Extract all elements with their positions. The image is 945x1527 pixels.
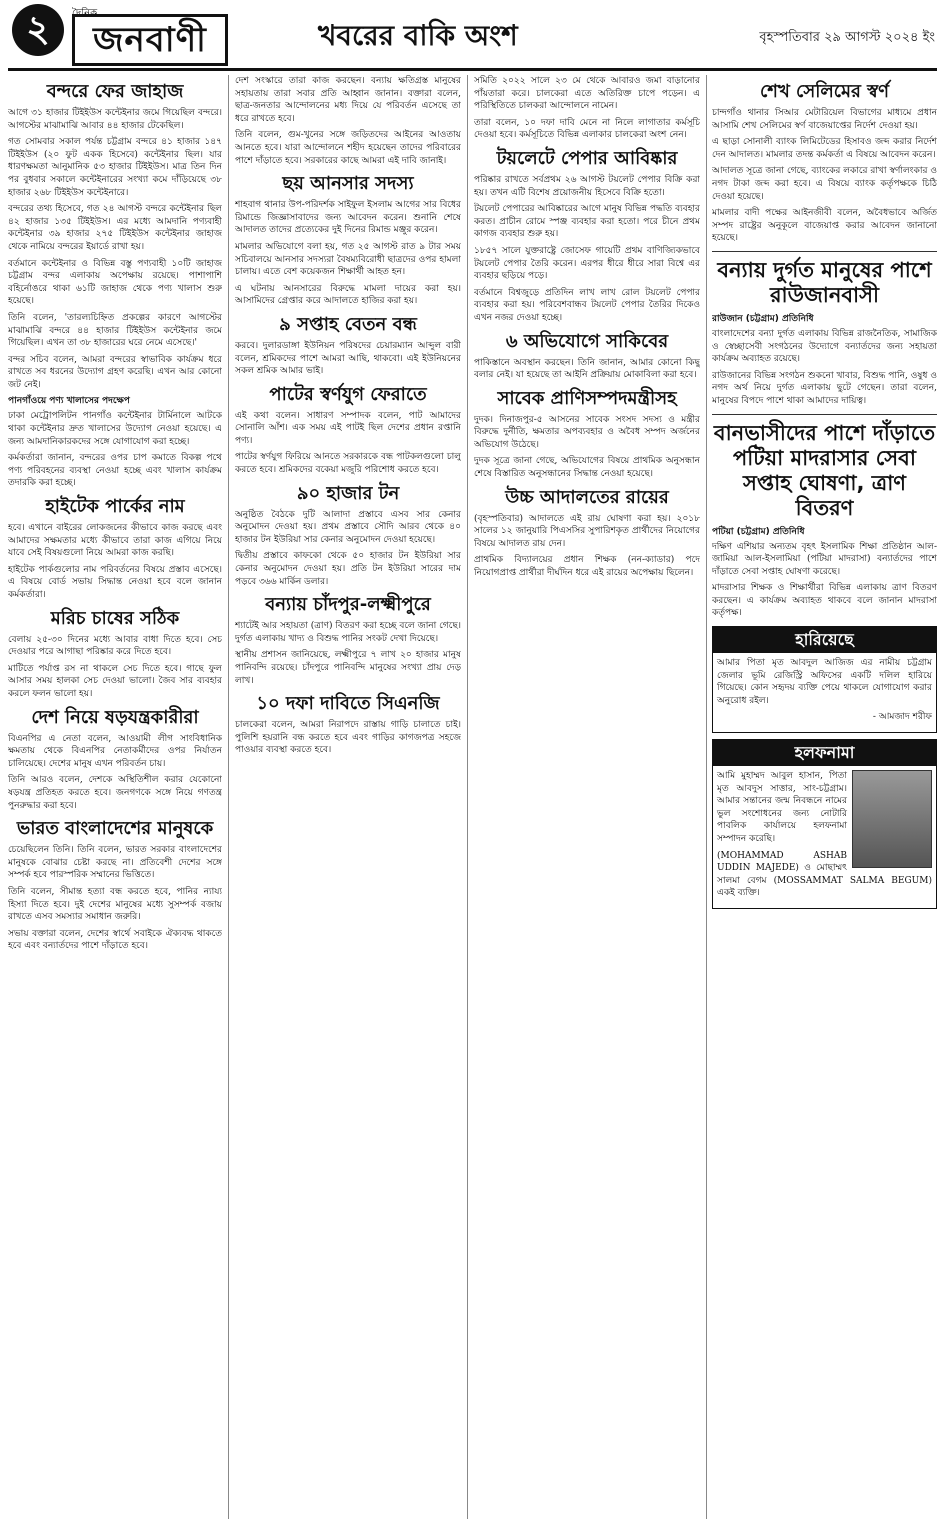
person-photo bbox=[852, 770, 932, 868]
paragraph: আগে ৩১ হাজার টিইইউস কন্টেইনার জমে গিয়েছিল বন্দরে। আগস্টের মাঝামাঝি আবার ৪৪ হাজার টেকেছিল। bbox=[8, 108, 222, 131]
headline-chili: মরিচ চাষের সঠিক bbox=[50, 607, 180, 629]
paragraph: সভায় বক্তারা বলেন, দেশের স্বার্থে সবাইকে ঐক্যবদ্ধ থাকতে হবে এবং বন্যার্তদের পাশে দাঁড়াতে হবে। bbox=[8, 928, 222, 952]
paragraph: গত সোমবার সকাল পর্যন্ত চট্টগ্রাম বন্দরে ৪১ হাজার ১৪৭ টিইইউস (২০ ফুট একক হিসেবে) কন্টেইনার ছিল। যার ধারণক্ষমতা আনুমানিক ৫৩ হাজার টিইইউস। মাত্র তিন দিন পর বুধবার সকালে কন্টেইনারের সংখ্যা কমে দাঁড়িয়েছে ৩৮ হাজার ২৬৮ টিইইউস কন্টেইনারে। bbox=[8, 137, 222, 198]
paragraph: তিনি বলেন, 'তারল্যচিহ্নিত প্রকল্পের কারণে আগস্টের মাঝামাঝি বন্দরে ৪৪ হাজার টিইইউস কন্টেইনার জমে গিয়েছিল। এখন তা ৩৮ হাজারের ঘরে নেমে এসেছে।' bbox=[8, 312, 222, 349]
paragraph: মাদরাসার শিক্ষক ও শিক্ষার্থীরা বিভিন্ন এলাকায় ত্রাণ বিতরণ করছেন। এ কার্যক্রম অব্যাহত থাকবে বলে জানান মাদরাসা কর্তৃপক্ষ। bbox=[712, 583, 937, 619]
paragraph: মামলার অভিযোগে বলা হয়, গত ২৫ আগস্ট রাত ৯ টার সময় সচিবালয়ে আনসার সদস্যরা বৈষম্যবিরোধী ছাত্রদের ওপর হামলা চালায়। এতে বেশ কয়েকজন শিক্ষার্থী আহত হন। bbox=[235, 241, 461, 278]
paragraph: ঢাকা মেট্রোপলিটন পানগাঁও কন্টেইনার টার্মিনালে আটকে থাকা কন্টেইনার দ্রুত খালাসের উদ্যোগ নেওয়া হয়েছে। এ জন্য আমদানিকারকদের সঙ্গে যোগাযোগ করা হচ্ছে। bbox=[8, 411, 222, 447]
paragraph: বর্তমানে বিশ্বজুড়ে প্রতিদিন লাখ লাখ রোল টয়লেট পেপার ব্যবহার করা হয়। পরিবেশবান্ধব টয়লেট পেপার তৈরির দিকেও এখন নজর দেওয়া হচ্ছে। bbox=[474, 287, 700, 323]
column-1 bbox=[8, 75, 222, 1519]
lost-notice-title: হারিয়েছে bbox=[713, 627, 936, 653]
headline-india: ভারত বাংলাদেশের মানুষকে bbox=[16, 818, 214, 840]
headline-shakib: ৬ অভিযোগে সাকিবের bbox=[505, 330, 669, 352]
paragraph: টয়লেট পেপারের আবিষ্কারের আগে মানুষ বিভিন্ন পদ্ধতি ব্যবহার করত। প্রাচীন রোমে স্পঞ্জ ব্যবহার করা হতো। পরে চীনে প্রথম কাগজ ব্যবহার শুরু হয়। bbox=[474, 204, 700, 240]
paragraph: বন্দর সচিব বলেন, আমরা বন্দরের স্বাভাবিক কার্যক্রম ধরে রাখতে সব ধরনের উদ্যোগ গ্রহণ করেছি। এখন আর কোনো জট নেই। bbox=[8, 354, 222, 390]
paragraph: শাহবাগ থানার উপ-পরিদর্শক সাইফুল ইসলাম আগের সার বিধের রিমান্ডে জিজ্ঞাসাবাদের জন্য আবেদন করেন। শুনানি শেষে আদালত তাদের প্রত্যেকের দুই দিনের রিমান্ড মঞ্জুর করেন। bbox=[235, 200, 461, 236]
paragraph: পরিষ্কার রাখতে সর্বপ্রথম ২৬ আগস্ট টয়লেট পেপার বিক্রি করা হয়। তখন এটি বিশেষ প্রয়োজনীয় হিসেবে বিক্রি হতো। bbox=[474, 174, 700, 198]
paragraph: মাটিতে পর্যাপ্ত রস না থাকলে সেচ দিতে হবে। গাছে ফুল আসার সময় হালকা সেচ দেওয়া ভালো। জৈব সার ব্যবহার করলে ফলন ভালো হয়। bbox=[8, 663, 222, 699]
paragraph: বিএনপির এ নেতা বলেন, আওয়ামী লীগ সাংবিধানিক ক্ষমতায় থেকে বিএনপির নেতাকর্মীদের ওপর নির্যাতন চালিয়েছে। দেশের মানুষ এখন পরিবর্তন চায়। bbox=[8, 733, 222, 769]
paragraph: বন্দরের তথ্য হিসেবে, গত ২৪ আগস্ট বন্দরে কন্টেইনার ছিল ৪২ হাজার ১৩৫ টিইইউস। এর মধ্যে আমদানি পণ্যবাহী কন্টেইনার ৩৯ হাজার ২৭৫ টিইইউস কন্টেইনার জাহাজ থেকে নামিয়ে বন্দরের ইয়ার্ডে রাখা হয়। bbox=[8, 204, 222, 252]
page-number: ২ bbox=[12, 4, 64, 56]
paragraph: অনুষ্ঠিত বৈঠকে দুটি আলাদা প্রস্তাবে এসব সার কেনার অনুমোদন দেওয়া হয়। প্রথম প্রস্তাবে সৌদি আরব থেকে ৪০ হাজার টন ইউরিয়া সার কেনার অনুমোদন দেওয়া হয়েছে। bbox=[235, 509, 461, 545]
affidavit-title: হলফনামা bbox=[713, 740, 936, 766]
paragraph: দুদক। দিনাজপুর-৫ আসনের সাবেক সংসদ সদস্য ও মন্ত্রীর বিরুদ্ধে দুর্নীতি, ক্ষমতার অপব্যবহার ও অবৈধ সম্পদ অর্জনের অভিযোগ উঠেছে। bbox=[474, 414, 700, 450]
paragraph: পাটের স্বর্ণযুগ ফিরিয়ে আনতে সরকারকে বন্ধ পাটকলগুলো চালু করতে হবে। শ্রমিকদের বকেয়া মজুরি পরিশোধ করতে হবে। bbox=[235, 452, 461, 476]
paragraph: এ ঘটনায় আনসারের বিরুদ্ধে মামলা দায়ের করা হয়। আসামিদের গ্রেপ্তার করে আদালতে হাজির করা হয়। bbox=[235, 283, 461, 307]
paragraph: প্রাথমিক বিদ্যালয়ের প্রধান শিক্ষক (নন-ক্যাডার) পদে নিয়োগপ্রাপ্ত প্রার্থীরা দীর্ঘদিন ধরে এই রায়ের অপেক্ষায় ছিলেন। bbox=[474, 555, 700, 579]
headline-former-minister: সাবেক প্রাণিসম্পদমন্ত্রীসহ bbox=[497, 387, 677, 409]
headline-toilet-paper: টয়লেটে পেপার আবিষ্কার bbox=[496, 147, 678, 169]
column-2 bbox=[235, 75, 461, 1519]
column-divider bbox=[467, 75, 468, 1519]
daily-label: দৈনিক bbox=[72, 8, 98, 19]
paragraph: কর্মকর্তারা জানান, বন্দরের ওপর চাপ কমাতে বিকল্প পথে পণ্য পরিবহনের ব্যবস্থা নেওয়া হচ্ছে এবং খালাস কার্যক্রম তদারকি করা হচ্ছে। bbox=[8, 453, 222, 489]
page-date: বৃহস্পতিবার ২৯ আগস্ট ২০২৪ ইং bbox=[759, 30, 935, 45]
lost-notice-text: আমার পিতা মৃত আবদুল আজিজ এর নামীয় চট্টগ্রাম জেলার ভূমি রেজিস্ট্রি অফিসের একটি দলিল হারিয়ে গিয়েছে। কোন সহৃদয় ব্যক্তি পেয়ে থাকলে যোগাযোগ করার অনুরোধ রইল। bbox=[717, 658, 932, 706]
headline-fertilizer: ৯০ হাজার টন bbox=[296, 482, 400, 504]
paragraph: দ্বিতীয় প্রস্তাবে কাফকো থেকে ৫০ হাজার টন ইউরিয়া সার কেনার অনুমোদন দেওয়া হয়। প্রতি টন ইউরিয়া সারের দাম পড়বে ৩৬৬ মার্কিন ডলার। bbox=[235, 551, 461, 587]
affidavit-body bbox=[713, 770, 936, 900]
paragraph: ১৮৫৭ সালে যুক্তরাষ্ট্রে জোসেফ গায়েটি প্রথম বাণিজ্যিকভাবে টয়লেট পেপার তৈরি করেন। এরপর ধীরে ধীরে সারা বিশ্বে এর ব্যবহার ছড়িয়ে পড়ে। bbox=[474, 245, 700, 282]
paragraph: মামলার বাদী পক্ষের আইনজীবী বলেন, অবৈধভাবে অর্জিত সম্পদ রাষ্ট্রের অনুকূলে বাজেয়াপ্ত করার আবেদন জানানো হয়েছে। bbox=[712, 208, 937, 244]
paragraph: তারা বলেন, ১০ দফা দাবি মেনে না নিলে লাগাতার কর্মসূচি দেওয়া হবে। কর্মসূচিতে বিভিন্ন এলাকার চালকেরা অংশ নেন। bbox=[474, 117, 700, 141]
byline: রাউজান (চট্টগ্রাম) প্রতিনিধি bbox=[712, 313, 814, 324]
paragraph: তিনি বলেন, গুম-খুনের সঙ্গে জড়িতদের আইনের আওতায় আনতে হবে। যারা আন্দোলনে শহীদ হয়েছেন তাদের পরিবারের পাশে দাঁড়াতে হবে। সরকারের কাছে আমরা এই দাবি জানাই। bbox=[235, 130, 461, 166]
paragraph: হবে। এখানে বাইরের লোকজনের কীভাবে কাজ করছে এবং আমাদের সক্ষমতার মধ্যে কীভাবে তারা কাজ এগিয়ে নিয়ে যাবে সেই বিষয়গুলো নিয়ে আমরা কাজ করছি। bbox=[8, 523, 222, 559]
paragraph: বেলায় ২৫-৩০ দিনের মধ্যে আবার বাধা দিতে হবে। সেচ দেওয়ার পরে আগাছা পরিষ্কার করে দিতে হবে। bbox=[8, 634, 222, 658]
column-3 bbox=[474, 75, 700, 1519]
newspaper-logo: জনবাণী bbox=[72, 14, 228, 66]
paragraph: দক্ষিণ এশিয়ার অন্যতম বৃহৎ ইসলামিক শিক্ষা প্রতিষ্ঠান আল-জামিয়া আল-ইসলামিয়া (পটিয়া মাদরাসা) বন্যার্তদের পাশে দাঁড়াতে সেবা সপ্তাহ ঘোষণা করেছে। bbox=[712, 541, 937, 577]
paragraph: স্থানীয় প্রশাসন জানিয়েছে, লক্ষ্মীপুরে ৭ লাখ ২০ হাজার মানুষ পানিবন্দি রয়েছে। চাঁদপুরে পানিবন্দি মানুষের সংখ্যা প্রায় দেড় লাখ। bbox=[235, 650, 461, 686]
column-4 bbox=[712, 75, 937, 1519]
paragraph: সমিতি ২০২২ সালে ২৩ মে থেকে আবারও জমা বাড়ানোর পাঁয়তারা করে। চালকেরা এতে অতিরিক্ত চাপে পড়েন। এ পরিস্থিতিতে চালকরা আন্দোলনে নামেন। bbox=[474, 76, 700, 112]
masthead bbox=[0, 0, 945, 70]
paragraph: বাংলাদেশের বন্যা দুর্গত এলাকায় বিভিন্ন রাজনৈতিক, সামাজিক ও স্বেচ্ছাসেবী সংগঠনের উদ্যোগে বন্যার্তদের জন্য সহায়তা কার্যক্রম অব্যাহত রয়েছে। bbox=[712, 328, 937, 365]
paragraph: রাউজানের বিভিন্ন সংগঠন শুকনো খাবার, বিশুদ্ধ পানি, ওষুধ ও নগদ অর্থ নিয়ে দুর্গত এলাকায় ছুটে গেছেন। তারা বলেন, মানুষের বিপদে পাশে থাকা আমাদের দায়িত্ব। bbox=[712, 370, 937, 406]
paragraph: তিনি আরও বলেন, দেশকে অস্থিতিশীল করার যেকোনো ষড়যন্ত্র প্রতিহত করতে হবে। জনগণকে সঙ্গে নিয়ে গণতন্ত্র পুনরুদ্ধার করা হবে। bbox=[8, 775, 222, 811]
paragraph: চেয়েছিলেন তিনি। তিনি বলেন, ভারত সরকার বাংলাদেশের মানুষকে বোঝার চেষ্টা করছে না। প্রতিবেশী দেশের সঙ্গে সম্পর্ক হবে পারস্পরিক সম্মানের ভিত্তিতে। bbox=[8, 845, 222, 881]
paragraph: আদালত সূত্রে জানা গেছে, ব্যাংকের লকারে রাখা স্বর্ণালংকার ও নগদ টাকা জব্দ করা হবে। এ বিষয়ে ব্যাংক কর্তৃপক্ষকে চিঠি দেওয়া হয়েছে। bbox=[712, 166, 937, 202]
column-divider bbox=[228, 75, 229, 1519]
headline-conspiracy: দেশ নিয়ে ষড়যন্ত্রকারীরা bbox=[31, 706, 199, 728]
paragraph: পাকিস্তানে অবস্থান করছেন। তিনি জানান, আমার কোনো কিছু বলার নেই। যা হয়েছে তা আইনি প্রক্রিয়ায় মোকাবিলা করা হবে। bbox=[474, 357, 700, 381]
paragraph: এ ছাড়া সোনালী ব্যাংক লিমিটেডের হিসাবও জব্দ করার নির্দেশ দেন আদালত। মামলার তদন্ত কর্মকর্তা এ বিষয়ে আবেদন করেন। bbox=[712, 137, 937, 160]
lost-notice-name: - আমজাদ শরীফ bbox=[872, 712, 932, 723]
paragraph: শ্যাটেই আর সহায়তা (ত্রাণ) বিতরণ করা হচ্ছে বলে জানা গেছে। দুর্গত এলাকায় খাদ্য ও বিশুদ্ধ পানির সংকট দেখা দিয়েছে। bbox=[235, 621, 461, 644]
headline-flood-chandpur: বন্যায় চাঁদপুর-লক্ষ্মীপুরে bbox=[265, 594, 431, 616]
paragraph: চান্দগাঁও থানার সিআর মেটারিয়েল বিভাগের মাধ্যমে প্রধান আসামি শেখ সেলিমের স্বর্ণ বাজেয়াপ্তের নির্দেশ দেওয়া হয়। bbox=[712, 108, 937, 131]
affidavit-names: (MOHAMMAD ASHAB UDDIN MAJEDE) ও মোছাম্মৎ সালমা বেগম (MOSSAMMAT SALMA BEGUM) একই ব্যক্তি। bbox=[717, 850, 932, 899]
subheading: পানগাঁওয়ে পণ্য খালাসের পদক্ষেপ bbox=[8, 396, 130, 407]
headline-sheikh-selim: শেখ সেলিমের স্বর্ণ bbox=[759, 81, 890, 102]
paragraph: এই কথা বলেন। সাধারণ সম্পাদক বলেন, পাট আমাদের সোনালি আঁশ। এক সময় এই পাটই ছিল দেশের প্রধান রপ্তানি পণ্য। bbox=[235, 410, 461, 446]
headline-salary: ৯ সপ্তাহ বেতন বন্ধ bbox=[279, 313, 417, 335]
paragraph: চালকেরা বলেন, আমরা নিরাপদে রাস্তায় গাড়ি চালাতে চাই। পুলিশি হয়রানি বন্ধ করতে হবে এবং গাড়ির কাগজপত্র সহজে পাওয়ার ব্যবস্থা করতে হবে। bbox=[235, 720, 461, 756]
headline-patiya-madrasa: বানভাসীদের পাশে দাঁড়াতে পটিয়া মাদরাসার সেবা সপ্তাহ ঘোষণা, ত্রাণ বিতরণ bbox=[713, 420, 936, 520]
affidavit-text: আমি মুহাম্মদ আবুল হাসান, পিতা মৃত আবদুস সাত্তার, সাং-চট্টগ্রাম। আমার সন্তানের জন্ম নিবন্ধনে নামের ভুল সংশোধনের জন্য নোটারি পাবলিক কার্যালয়ে হলফনামা সম্পাদন করেছি। bbox=[717, 771, 847, 844]
paragraph: হাইটেক পার্কগুলোর নাম পরিবর্তনের বিষয়ে প্রস্তাব এসেছে। এ বিষয়ে বোর্ড সভায় সিদ্ধান্ত নেওয়া হবে বলে জানান কর্মকর্তারা। bbox=[8, 564, 222, 600]
section-divider bbox=[712, 414, 937, 415]
headline-cng: ১০ দফা দাবিতে সিএনজি bbox=[256, 693, 440, 715]
paragraph: দেশ সংস্কারে তারা কাজ করছেন। বন্যায় ক্ষতিগ্রস্ত মানুষের সহায়তায় তারা সবার প্রতি আহ্বান জানান। বক্তারা বলেন, ছাত্র-জনতার আন্দোলনের মধ্য দিয়ে যে পরিবর্তন এসেছে তা ধরে রাখতে হবে। bbox=[235, 76, 461, 124]
headline-hitech-park: হাইটেক পার্কের নাম bbox=[45, 496, 185, 518]
page-title: খবরের বাকি অংশ bbox=[318, 19, 518, 52]
section-divider bbox=[712, 251, 937, 252]
headline-ansar: ছয় আনসার সদস্য bbox=[282, 173, 414, 195]
byline: পটিয়া (চট্টগ্রাম) প্রতিনিধি bbox=[712, 526, 805, 537]
lost-notice-box bbox=[712, 626, 937, 733]
headline-port: বন্দরে ফের জাহাজ bbox=[46, 81, 184, 102]
top-rule bbox=[8, 68, 937, 71]
headline-high-court: উচ্চ আদালতের রায়ের bbox=[505, 486, 669, 508]
paragraph: দুদক সূত্রে জানা গেছে, অভিযোগের বিষয়ে প্রাথমিক অনুসন্ধান শেষে বিস্তারিত অনুসন্ধানের সিদ্ধান্ত নেওয়া হয়েছে। bbox=[474, 456, 700, 480]
headline-raozan: বন্যায় দুর্গত মানুষের পাশে রাউজানবাসী bbox=[717, 257, 932, 307]
column-divider bbox=[706, 75, 707, 1519]
headline-jute: পাটের স্বর্ণযুগ ফেরাতে bbox=[269, 383, 427, 405]
affidavit-box bbox=[712, 739, 937, 909]
paragraph: তিনি বলেন, সীমান্ত হত্যা বন্ধ করতে হবে, পানির ন্যায্য হিস্যা দিতে হবে। দুই দেশের মানুষের মধ্যে সুসম্পর্ক বজায় রাখতে এসব সমস্যার সমাধান জরুরি। bbox=[8, 886, 222, 923]
paragraph: (বৃহস্পতিবার) আদালতে এই রায় ঘোষণা করা হয়। ২০১৮ সালের ১২ জানুয়ারি পিএসসির সুপারিশকৃত প্রার্থীদের নিয়োগের বিষয়ে আদালত রায় দেন। bbox=[474, 513, 700, 549]
paragraph: বর্তমানে কন্টেইনার ও বিভিন্ন বস্তু পণ্যবাহী ১০টি জাহাজ চট্টগ্রাম বন্দর এলাকায় অপেক্ষায় রয়েছে। পাশাপাশি বহির্নোঙরে থাকা ৬১টি জাহাজ থেকে পণ্য খালাস শুরু হয়েছে। bbox=[8, 258, 222, 307]
paragraph: করবে। দুলারডাঙ্গা ইউনিয়ন পরিষদের চেয়ারম্যান আব্দুল বারী বলেন, শ্রমিকদের পাশে আমরা আছি, থাকবো। এই ইউনিয়নের সকল শ্রমিক আমার ভাই। bbox=[235, 340, 461, 377]
